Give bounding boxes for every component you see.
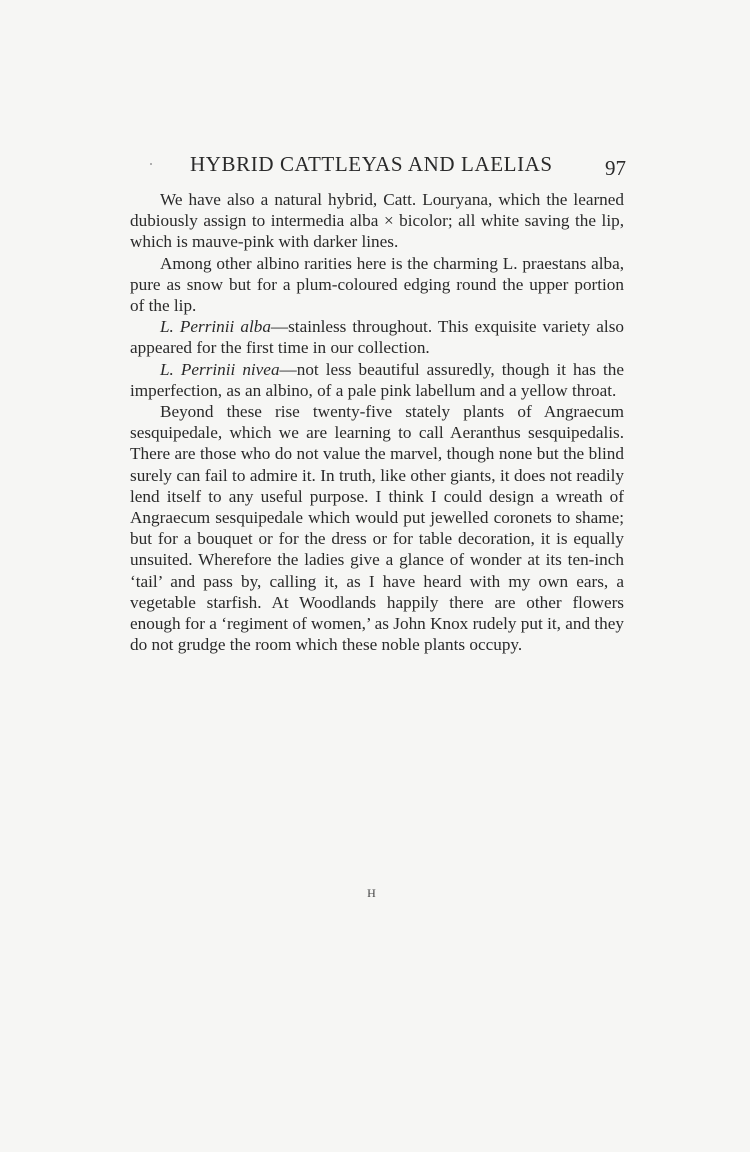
paragraph-lead: L. Perrinii alba [160,317,271,337]
paragraph [130,359,624,401]
body-text [130,189,624,655]
paragraph-lead: L. Perrinii nivea [160,359,280,379]
paragraph-text: —not less beautiful assuredly, though it has the imperfection, as an albino, of a pale pink labellum and a yellow throat. [130,359,624,400]
paragraph-text: Beyond these rise twenty-five stately plants of Angraecum sesquipedale, which we are learning to call Aeranthus sesquipedalis. There are those who do not value the marvel, though none but the blind surely can fail to admire it. In truth, like other giants, it does not readily lend itself to any useful purpose. I think I could design a wreath of Angraecum sesquipedale which would put jewelled coronets to shame; but for a bouquet or for the dress or for table decoration, it is equally unsuited. Wherefore the ladies give a glance of wonder at its ten-inch ‘tail’ and pass by, calling it, as I have heard with my own ears, a vegetable starfish. At Woodlands happily there are other flowers enough for a ‘regiment of women,’ as John Knox rudely put it, and they do not grudge the room which these noble plants occupy. [130,402,624,655]
paragraph [130,253,624,317]
paragraph [130,316,624,358]
signature-mark: H [367,886,377,900]
paragraph-text: —stainless throughout. This exquisite variety also appeared for the first time in our collection. [130,317,624,358]
paragraph-text: Among other albino rarities here is the charming L. praestans alba, pure as snow but for a plum-coloured edging round the upper portion of the lip. [130,253,624,316]
paragraph-text: We have also a natural hybrid, Catt. Louryana, which the learned dubiously assign to intermedia alba × bicolor; all white saving the lip, which is mauve-pink with darker lines. [130,190,624,252]
page-speck [150,163,152,165]
running-head [130,152,626,182]
paragraph [130,401,624,655]
running-title: HYBRID CATTLEYAS AND LAELIAS [190,152,553,176]
page-number: 97 [605,156,626,180]
paragraph [130,189,624,253]
